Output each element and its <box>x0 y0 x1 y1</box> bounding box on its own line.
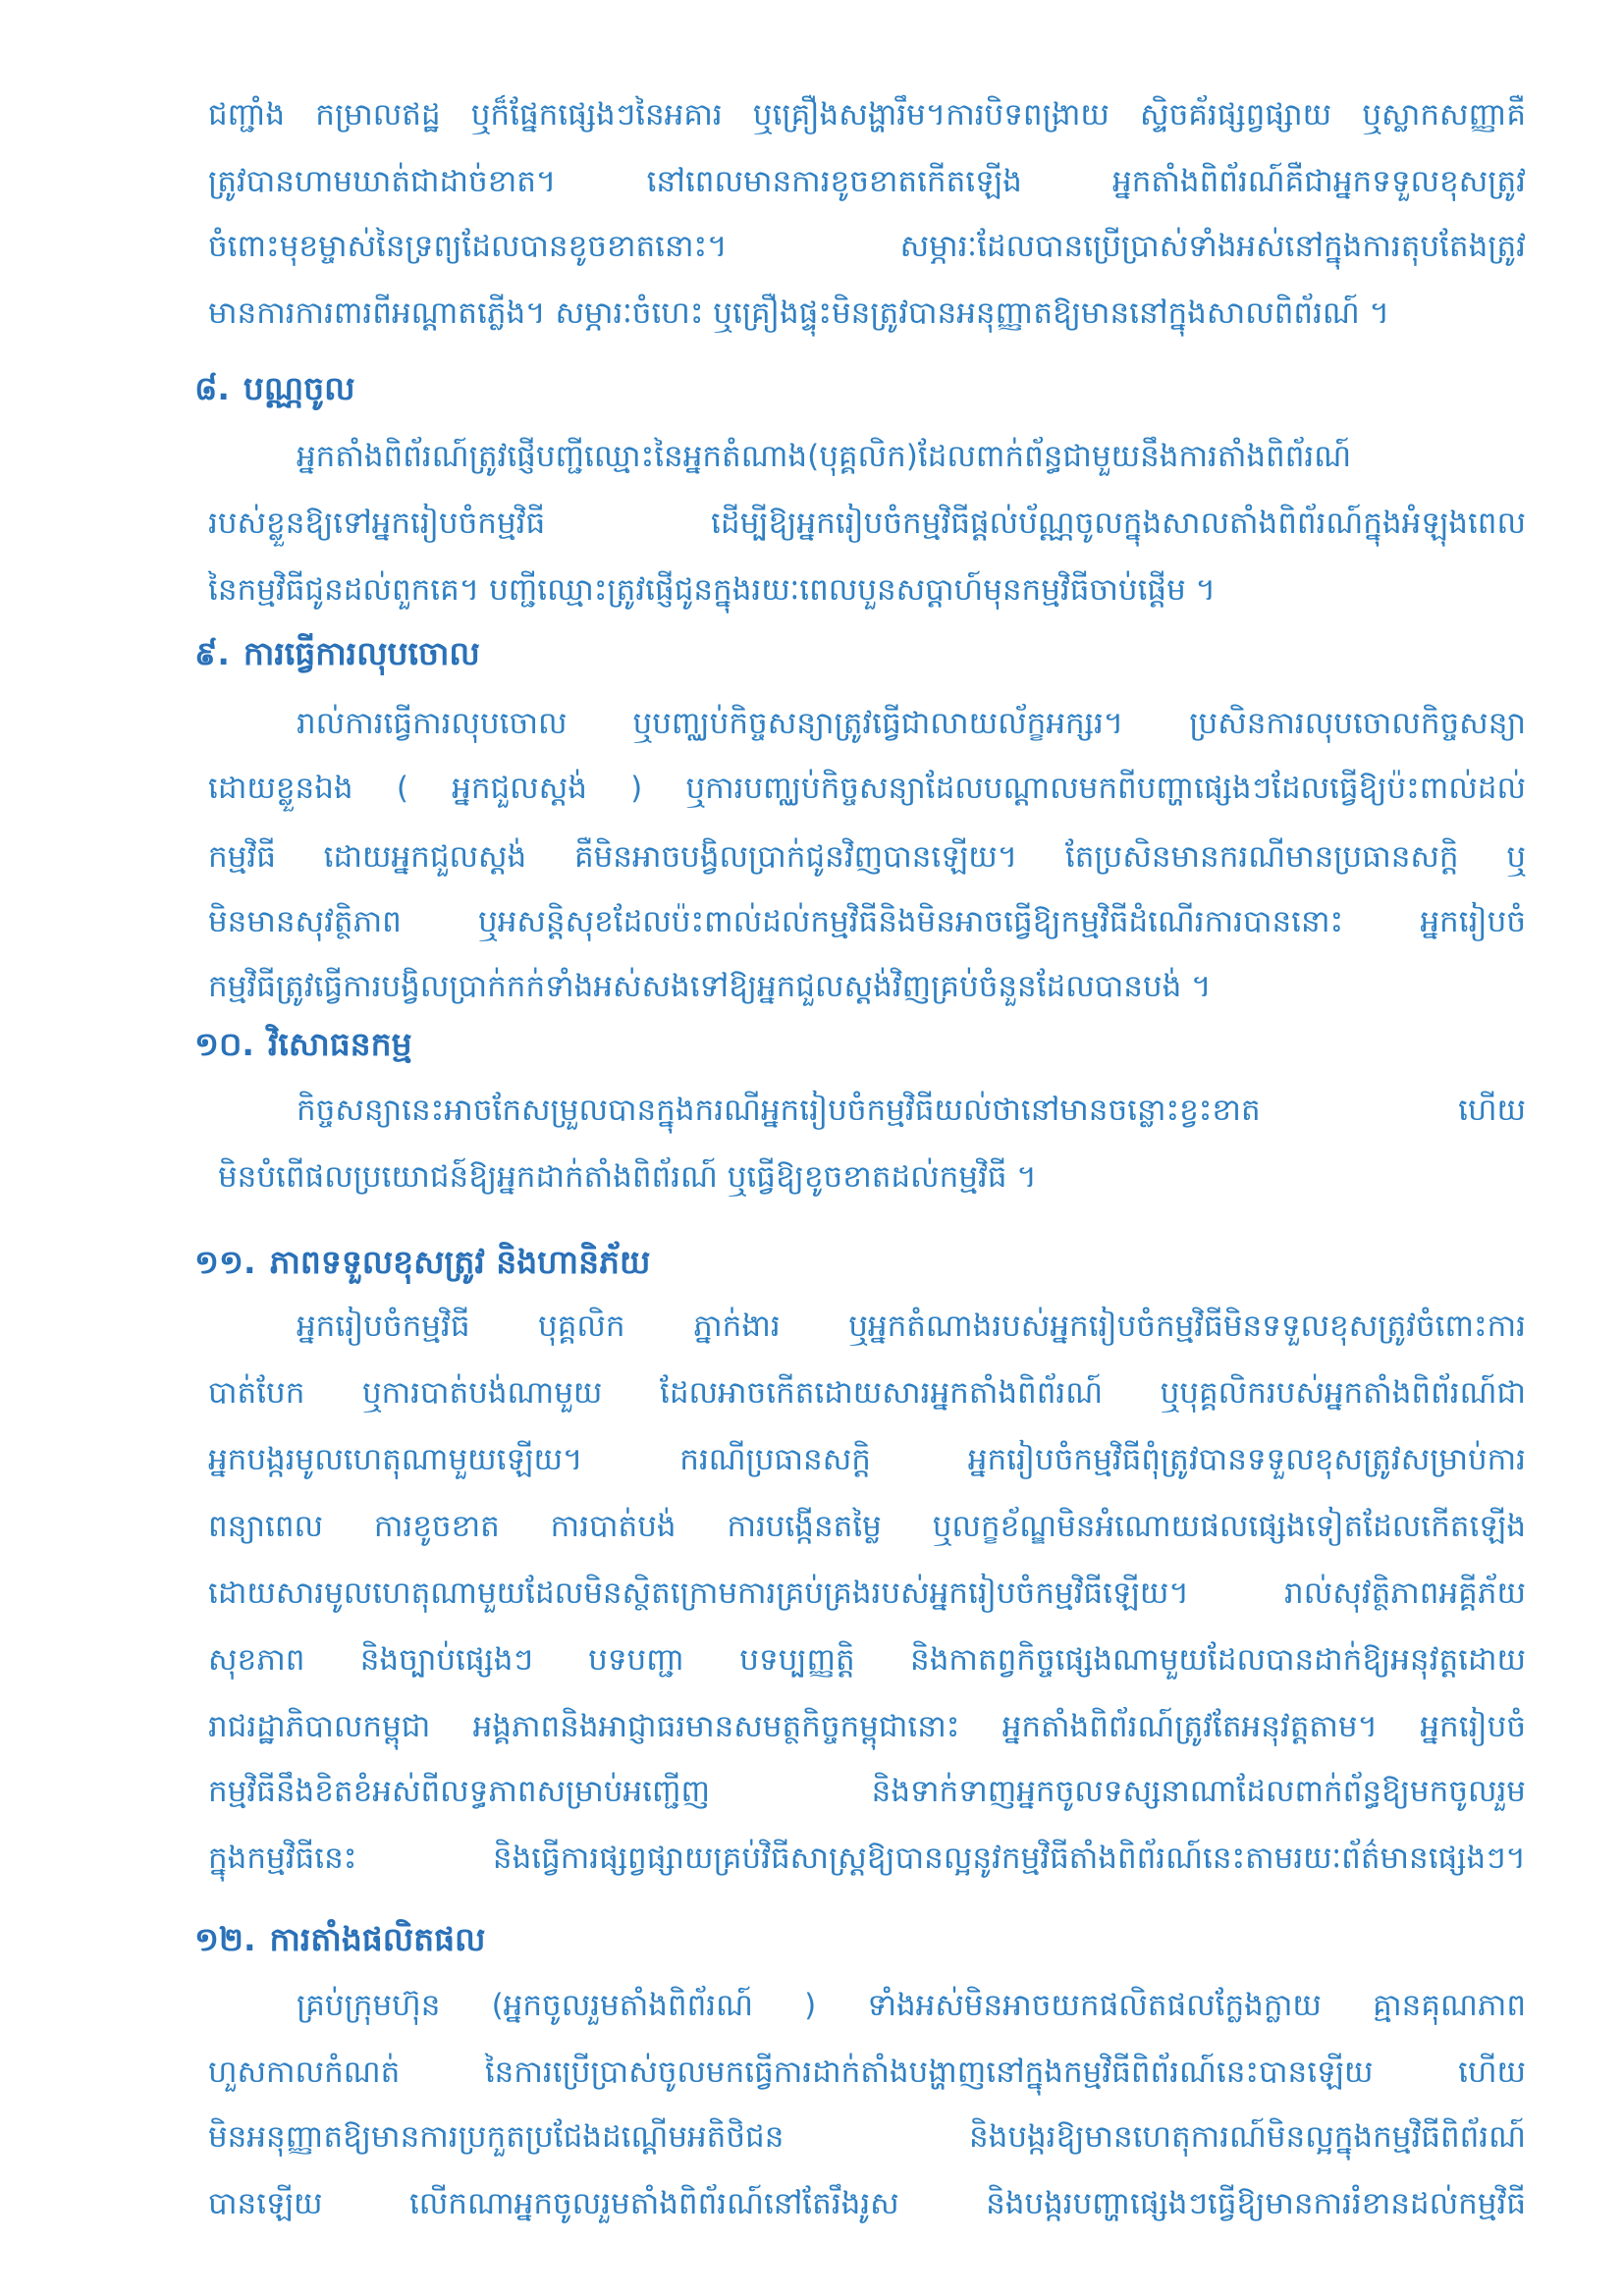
section-heading-11 <box>194 1237 650 1288</box>
paragraph-line: អ្នករៀបចំកម្មវិធី បុគ្គលិក ភ្នាក់ងារ ឬអ្នកតំណាងរបស់អ្នករៀបចំកម្មវិធីមិនទទួលខុសត្រូវចំពោះការ <box>297 1308 1526 1344</box>
section-number: ៨. <box>194 369 230 407</box>
intro-line: មានការការពារពីអណ្តាតភ្លើង។ សម្ភារៈចំហេះ ឬគ្រឿងផ្ទុះមិនត្រូវបានអនុញ្ញាតឱ្យមាននៅក្នុងសាលពិព័រណ៍ ។ <box>208 295 1390 331</box>
section-heading-10 <box>194 1019 412 1070</box>
intro-line: ជញ្ជាំង កម្រាលឥដ្ឋ ឬក៏ផ្នែកផ្សេងៗនៃអគារ ឬគ្រឿងសង្ហារឹម។ការបិទពង្រាយ ស្ទិចគ័រផ្សព្វផ្សាយ ឬស្លាកសញ្ញាគឺ <box>208 97 1526 133</box>
paragraph-line: សុខភាព និងច្បាប់ផ្សេងៗ បទបញ្ជា បទប្បញ្ញត្តិ និងកាតព្វកិច្ចផ្សេងណាមួយដែលបានដាក់ឱ្យអនុវត្តដោយ <box>208 1642 1526 1678</box>
paragraph-line: នៃកម្មវិធីជូនដល់ពួកគេ។ បញ្ជីឈ្មោះត្រូវផ្ញើជូនក្នុងរយៈពេលបួនសប្តាហ៍មុនកម្មវិធីចាប់ផ្តើម ។ <box>208 572 1217 608</box>
paragraph-line: អ្នកបង្ករមូលហេតុណាមួយឡើយ។ ករណីប្រធានសក្តិ អ្នករៀបចំកម្មវិធីពុំត្រូវបានទទួលខុសត្រូវសម្រាប់ការ <box>208 1442 1526 1477</box>
paragraph-line: កម្មវិធីនឹងខិតខំអស់ពីលទ្ធភាពសម្រាប់អញ្ជើញ និងទាក់ទាញអ្នកចូលទស្សនាណាដែលពាក់ព័ន្ធឱ្យមកចូលរួម <box>208 1774 1526 1809</box>
paragraph-line: រាល់ការធ្វើការលុបចោល ឬបញ្ឈប់កិច្ចសន្យាត្រូវធ្វើជាលាយល័ក្ខអក្សរ។ ប្រសិនការលុបចោលកិច្ចសន្យា <box>297 706 1526 741</box>
paragraph-line: អ្នកតាំងពិព័រណ៍ត្រូវផ្ញើបញ្ជីឈ្មោះនៃអ្នកតំណាង(បុគ្គលិក)ដែលពាក់ព័ន្ធជាមួយនឹងការតាំងពិព័រណ៍ <box>297 439 1352 474</box>
section-number: ១១. <box>194 1243 256 1281</box>
paragraph-line: របស់ខ្លួនឱ្យទៅអ្នករៀបចំកម្មវិធី ដើម្បីឱ្យអ្នករៀបចំកម្មវិធីផ្តល់ប័ណ្ណចូលក្នុងសាលតាំងពិព័រណ៍ក្នុងអំឡុងពេល <box>208 506 1526 541</box>
intro-line: ត្រូវបានហាមឃាត់ជាដាច់ខាត។ នៅពេលមានការខូចខាតកើតឡើង អ្នកតាំងពិព័រណ៍គឺជាអ្នកទទួលខុសត្រូវ <box>208 164 1526 199</box>
section-title: បណ្ណចូល <box>243 369 355 407</box>
paragraph-line: បាត់បែក ឬការបាត់បង់ណាមួយ ដែលអាចកើតដោយសារអ្នកតាំងពិព័រណ៍ ឬបុគ្គលិករបស់អ្នកតាំងពិព័រណ៍ជា <box>208 1375 1526 1411</box>
paragraph-line: ហួសកាលកំណត់ នៃការប្រើប្រាស់ចូលមកធ្វើការដាក់តាំងបង្ហាញនៅក្នុងកម្មវិធីពិព័រណ៍នេះបានឡើយ ហើយ <box>208 2055 1526 2090</box>
section-title: វិសោធនកម្ម <box>267 1025 412 1063</box>
paragraph-line: គ្រប់ក្រុមហ៊ុន (អ្នកចូលរួមតាំងពិព័រណ៍ ) ទាំងអស់មិនអាចយកផលិតផលក្លែងក្លាយ គ្មានគុណភាព <box>297 1988 1526 2023</box>
paragraph-line: មិនបំពើផលប្រយោជន៍ឱ្យអ្នកដាក់តាំងពិព័រណ៍ ឬធ្វើឱ្យខូចខាតដល់កម្មវិធី ។ <box>218 1159 1037 1195</box>
section-number: ១០. <box>194 1025 254 1063</box>
section-title: ការតាំងផលិតផល <box>269 1920 486 1958</box>
section-title: ភាពទទួលខុសត្រូវ និងហានិភ័យ <box>269 1243 651 1281</box>
paragraph-line: ក្នុងកម្មវិធីនេះ និងធ្វើការផ្សព្វផ្សាយគ្រប់វិធីសាស្ត្រឱ្យបានល្អនូវកម្មវិធីតាំងពិព័រណ៍នេះតាមរយៈព័ត៌មានផ្សេងៗ។ <box>208 1841 1526 1876</box>
section-title: ការធ្វើការលុបចោល <box>243 634 480 672</box>
paragraph-line: កម្មវិធី ដោយអ្នកជួលស្តង់ គឺមិនអាចបង្វិលប្រាក់ជូនវិញបានឡើយ។ តែប្រសិនមានករណីមានប្រធានសក្តិ ឬ <box>208 839 1526 875</box>
section-heading-8 <box>194 363 355 414</box>
section-heading-9 <box>194 628 480 679</box>
paragraph-line: បានឡើយ លើកណាអ្នកចូលរួមតាំងពិព័រណ៍នៅតែរឹងរូស និងបង្ករបញ្ហាផ្សេងៗធ្វើឱ្យមានការរំខានដល់កម្មវិធី <box>208 2186 1526 2221</box>
section-number: ៩. <box>194 634 230 672</box>
paragraph-line: មិនមានសុវត្ថិភាព ឬអសន្តិសុខដែលប៉ះពាល់ដល់កម្មវិធីនិងមិនអាចធ្វើឱ្យកម្មវិធីដំណើរការបាននោះ អ្នករៀបចំ <box>208 904 1526 939</box>
section-heading-12 <box>194 1914 485 1965</box>
paragraph-line: ដោយខ្លួនឯង ( អ្នកជួលស្តង់ ) ឬការបញ្ឈប់កិច្ចសន្យាដែលបណ្តាលមកពីបញ្ហាផ្សេងៗដែលធ្វើឱ្យប៉ះពាល់ដល់ <box>208 771 1526 806</box>
paragraph-line: កិច្ចសន្យានេះអាចកែសម្រួលបានក្នុងករណីអ្នករៀបចំកម្មវិធីយល់ថានៅមានចន្លោះខ្វះខាត ហើយ <box>297 1093 1526 1128</box>
paragraph-line: កម្មវិធីត្រូវធ្វើការបង្វិលប្រាក់កក់ទាំងអស់សងទៅឱ្យអ្នកជួលស្តង់វិញគ្រប់ចំនួនដែលបានបង់ ។ <box>208 969 1212 1004</box>
paragraph-line: ពន្យាពេល ការខូចខាត ការបាត់បង់ ការបង្កើនតម្លៃ ឬលក្ខខ័ណ្ឌមិនអំណោយផលផ្សេងទៀតដែលកើតឡើង <box>208 1509 1526 1544</box>
paragraph-line: រាជរដ្ឋាភិបាលកម្ពុជា អង្គភាពនិងអាជ្ញាធរមានសមត្ថកិច្ចកម្ពុជានោះ អ្នកតាំងពិព័រណ៍ត្រូវតែអនុវត្តតាម។ អ្នករៀបចំ <box>208 1709 1526 1744</box>
paragraph-line: ដោយសារមូលហេតុណាមួយដែលមិនស្ថិតក្រោមការគ្រប់គ្រងរបស់អ្នករៀបចំកម្មវិធីឡើយ។ រាល់សុវត្ថិភាពអគ្គីភ័យ <box>208 1575 1526 1611</box>
paragraph-line: មិនអនុញ្ញាតឱ្យមានការប្រកួតប្រជែងដណ្តើមអតិថិជន និងបង្ករឱ្យមានហេតុការណ៍មិនល្អក្នុងកម្មវិធីពិព័រណ៍ <box>208 2119 1526 2155</box>
intro-line: ចំពោះមុខម្ចាស់នៃទ្រព្យដែលបានខូចខាតនោះ។ សម្ភារៈដែលបានប្រើប្រាស់ទាំងអស់នៅក្នុងការតុបតែងត្រូវ <box>208 229 1526 264</box>
section-number: ១២. <box>194 1920 256 1958</box>
